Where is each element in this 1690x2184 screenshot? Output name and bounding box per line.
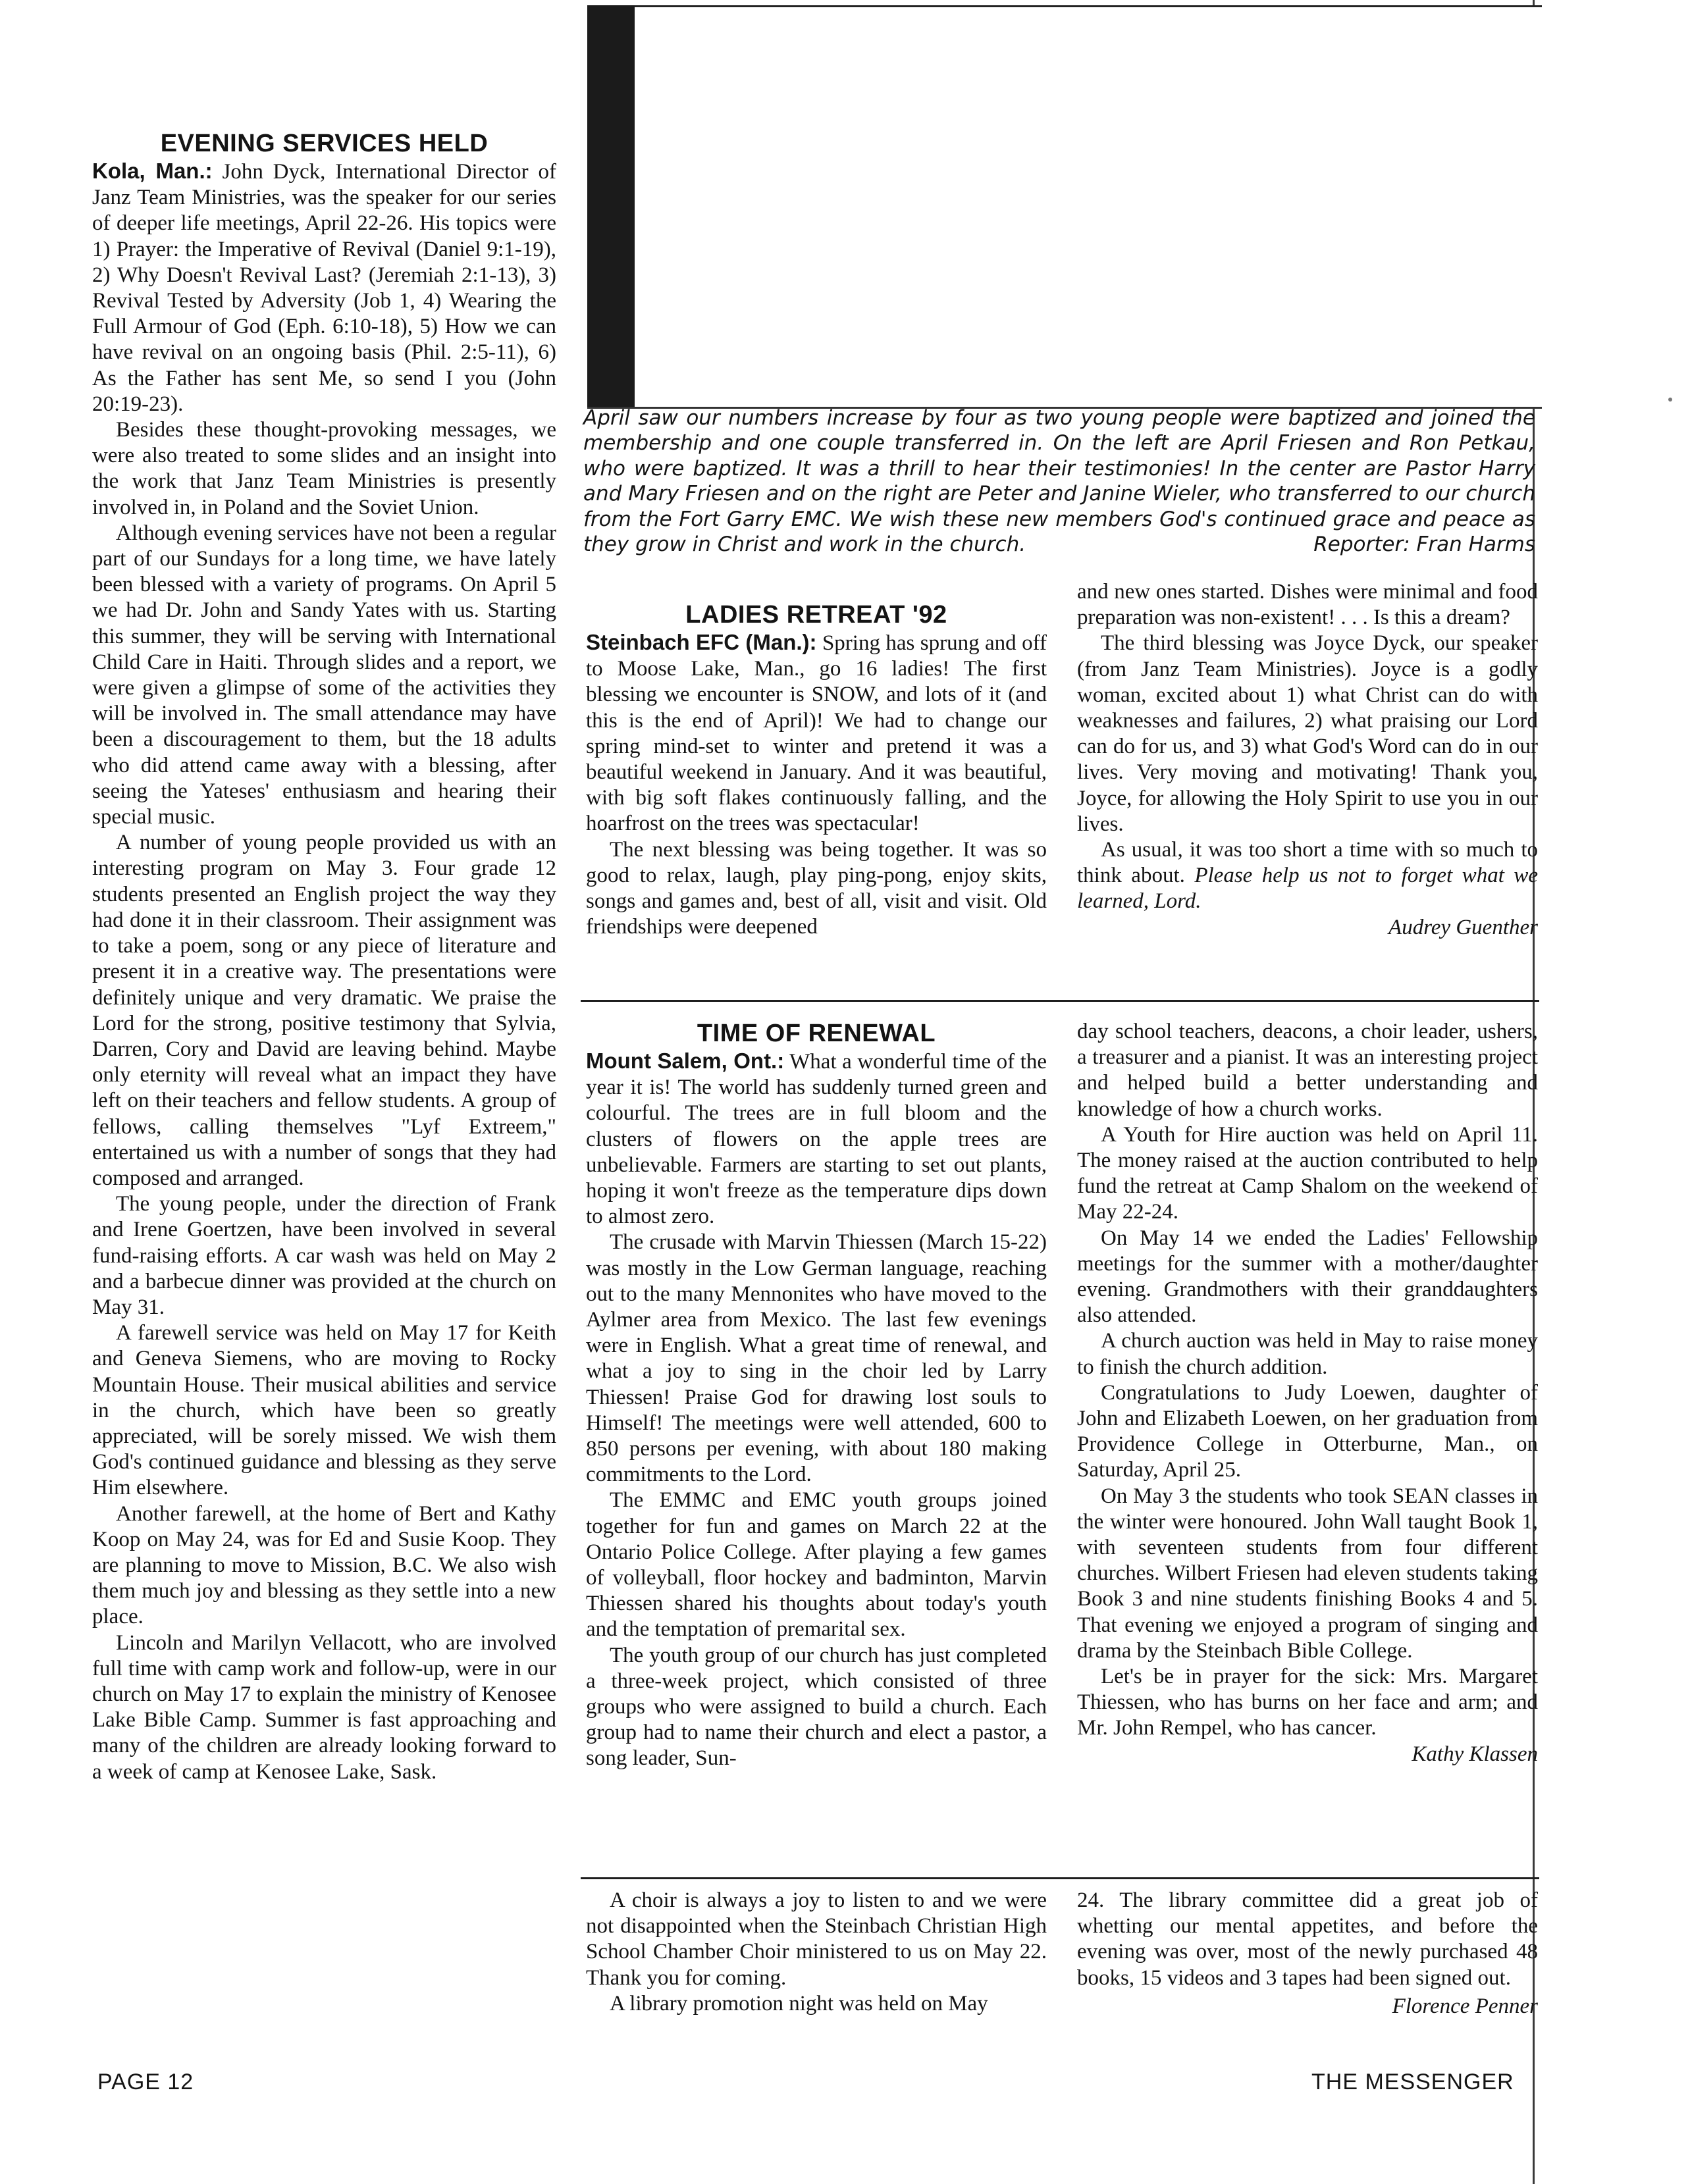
publication-name: THE MESSENGER: [1311, 2069, 1514, 2094]
paragraph: The youth group of our church has just completed a three-week project, which consisted of three groups who were assigned to build a church. Each group had to name their church and elect a pastor, a song leader, Sun-: [586, 1643, 1047, 1771]
dateline: Kola, Man.:: [92, 159, 213, 183]
paragraph: Another farewell, at the home of Bert and Kathy Koop on May 24, was for Ed and Susie Koop. They are planning to move to Mission, B.C. We also wish them much joy and blessing as they settle into a new place.: [92, 1501, 556, 1629]
article-evening-services: [92, 129, 556, 1785]
dateline: Mount Salem, Ont.:: [586, 1049, 785, 1073]
article-choir-continued: [1077, 1888, 1538, 2019]
photo-dark-edge: [587, 5, 635, 407]
paragraph: A farewell service was held on May 17 for Keith and Geneva Siemens, who are moving to Rocky Mountain House. Their musical abilities and service in the church, which have been so greatly appreciated, will be sorely missed. We wish them God's continued guidance and blessing as they serve Him elsewhere.: [92, 1321, 556, 1500]
photo-top-rule: [635, 5, 1542, 7]
paragraph: [1077, 837, 1538, 915]
headline-evening-services: EVENING SERVICES HELD: [160, 130, 489, 157]
photo: [587, 5, 1542, 409]
paragraph: The young people, under the direction of Frank and Irene Goertzen, have been involved in several fund-raising efforts. A car wash was held on May 2 and a barbecue dinner was provided at the church on May 31.: [92, 1192, 556, 1319]
section-divider: [581, 1877, 1539, 1879]
article-ladies-retreat: [586, 600, 1047, 940]
article-time-of-renewal: [586, 1019, 1047, 1772]
paragraph: Although evening services have not been a regular part of our Sundays for a long time, we have lately been blessed with a variety of programs. On April 5 we had Dr. John and Sandy Yates with us. Starting this summer, they will be serving with International Child Care in Haiti. Through slides and a report, we were given a glimpse of some of the activities they will be involved in. The small attendance may have been a discouragement to them, but the 18 adults who did attend came away with a blessing, after seeing the Yateses' enthusiasm and hearing their special music.: [92, 521, 556, 829]
paragraph: Congratulations to Judy Loewen, daughter of John and Elizabeth Loewen, on her graduation from Providence College in Otterburne, Man., on Saturday, April 25.: [1077, 1380, 1538, 1482]
article-time-of-renewal-continued: [1077, 1019, 1538, 1767]
paragraph: Lincoln and Marilyn Vellacott, who are involved full time with camp work and follow-up, were in our church on May 17 to explain the ministry of Kenosee Lake Bible Camp. Summer is fast approaching and many of the children are already looking forward to a week of camp at Kenosee Lake, Sask.: [92, 1630, 556, 1784]
caption-text: April saw our numbers increase by four as two young people were baptized and joined the membership and one couple transferred in. On the left are April Friesen and Ron Petkau, who were baptized. It was a thrill to hear their testimonies! In the center are Pastor Harry and Mary Friesen and on the right are Peter and Janine Wieler, who transferred to our church from the Fort Garry EMC. We wish these new members God's continued grace and peace as they grow in Christ and work in the church.: [583, 406, 1535, 557]
signature-florence-penner: Florence Penner: [1392, 1994, 1538, 2018]
paragraph: day school teachers, deacons, a choir leader, ushers, a treasurer and a pianist. It was an interesting project and helped build a better understanding and knowledge of how a church works.: [1077, 1020, 1538, 1121]
paragraph: 24. The library committee did a great job of whetting our mental appetites, and before the evening was over, most of the newly purchased 48 books, 15 videos and 3 tapes had been signed out.: [1077, 1888, 1538, 1990]
paragraph: and new ones started. Dishes were minimal and food preparation was non-existent! . . . Is this a dream?: [1077, 580, 1538, 630]
paragraph: The next blessing was being together. It was so good to relax, laugh, play ping-pong, enjoy skits, songs and games and, best of all, visit and visit. Old friendships were deepened: [586, 837, 1047, 939]
paragraph: The EMMC and EMC youth groups joined together for fun and games on March 22 at the Ontario Police College. After playing a few games of volleyball, floor hockey and badminton, Marvin Thiessen shared his thoughts about today's youth and the temptation of premarital sex.: [586, 1488, 1047, 1642]
paragraph: The crusade with Marvin Thiessen (March 15-22) was mostly in the Low German language, reaching out to the many Mennonites who have moved to the Aylmer area from Mexico. The last few evenings were in English. What a great time of renewal, and what a joy to sing in the choir led by Larry Thiessen! Praise God for drawing lost souls to Himself! The meetings were well attended, 600 to 850 persons per evening, with about 180 making commitments to the Lord.: [586, 1230, 1047, 1487]
paragraph: On May 3 the students who took SEAN classes in the winter were honoured. John Wall taught Book 1, with seventeen students from four different churches. Wilbert Friesen had eleven students taking Book 3 and nine students finishing Books 4 and 5. That evening we enjoyed a program of singing and drama by the Steinbach Bible College.: [1077, 1484, 1538, 1663]
headline-ladies-retreat: LADIES RETREAT '92: [685, 601, 947, 629]
paragraph: [586, 629, 1047, 837]
signature-audrey-guenther: Audrey Guenther: [1388, 915, 1538, 939]
paragraph: Besides these thought-provoking messages, we were also treated to some slides and an insight into the work that Janz Team Ministries is presently involved in, in Poland and the Soviet Union.: [92, 418, 556, 519]
paragraph: A Youth for Hire auction was held on April 11. The money raised at the auction contributed to help fund the retreat at Camp Shalom on the weekend of May 22-24.: [1077, 1122, 1538, 1224]
paragraph-text: Spring has sprung and off to Moose Lake, Man., go 16 ladies! The first blessing we encounter is SNOW, and lots of it (and this is the end of April)! We had to change our spring mind-set to winter and pretend it was a beautiful weekend in January. And it was beautiful, with big soft flakes continuously falling, and the hoarfrost on the trees was spectacular!: [586, 631, 1047, 836]
dateline: Steinbach EFC (Man.):: [586, 630, 817, 654]
scan-speck: [1668, 398, 1672, 402]
paragraph: Let's be in prayer for the sick: Mrs. Margaret Thiessen, who has burns on her face and arm; and Mr. John Rempel, who has cancer.: [1077, 1665, 1538, 1740]
photo-caption: [583, 405, 1535, 557]
page-number: PAGE 12: [97, 2069, 194, 2094]
article-choir: [586, 1888, 1047, 2017]
article-ladies-retreat-continued: [1077, 579, 1538, 941]
paragraph-text: What a wonderful time of the year it is! The world has suddenly turned green and colourful. The trees are in full bloom and the clusters of flowers on the apple trees are unbelievable. Farmers are starting to set out plants, hoping it won't freeze as the temperature dips down to almost zero.: [586, 1050, 1047, 1229]
paragraph: A library promotion night was held on May: [610, 1991, 988, 2015]
paragraph: The third blessing was Joyce Dyck, our speaker (from Janz Team Ministries). Joyce is a godly woman, excited about 1) what Christ can do with weaknesses and failures, 2) what praising our Lord can do for us, and 3) what God's Word can do in our lives. Very moving and motivating! Thank you, Joyce, for allowing the Holy Spirit to use you in our lives.: [1077, 631, 1538, 836]
signature-kathy-klassen: Kathy Klassen: [1412, 1742, 1538, 1766]
paragraph-text: John Dyck, International Director of Janz Team Ministries, was the speaker for our series of deeper life meetings, April 22-26. His topics were 1) Prayer: the Imperative of Revival (Daniel 9:1-19), 2) Why Doesn't Revival Last? (Jeremiah 2:1-13), 3) Revival Tested by Adversity (Job 1, 4) Wearing the Full Armour of God (Eph. 6:10-18), 5) How we can have revival on an ongoing basis (Phil. 2:5-11), 6) As the Father has sent Me, so send I you (John 20:19-23).: [92, 160, 556, 416]
paragraph: On May 14 we ended the Ladies' Fellowship meetings for the summer with a mother/daughter evening. Grandmothers with their granddaughters also attended.: [1077, 1226, 1538, 1328]
paragraph-italic: Please help us not to forget what we learned, Lord.: [1077, 864, 1538, 914]
paragraph: A church auction was held in May to raise money to finish the church addition.: [1077, 1329, 1538, 1379]
caption-reporter: Reporter: Fran Harms: [1313, 533, 1535, 557]
paragraph: A number of young people provided us with an interesting program on May 3. Four grade 12 students presented an English project the way they had done it in their classroom. Their assignment was to take a poem, song or any piece of literature and present it in a creative way. The presentations were definitely unique and very dramatic. We praise the Lord for the strong, positive testimony that Sylvia, Darren, Cory and David are leaving behind. Maybe only eternity will reveal what an impact they have left on their teachers and fellow students. A group of fellows, calling themselves "Lyf Extreem," entertained us with a number of songs that they had composed and arranged.: [92, 831, 556, 1190]
section-divider: [581, 1000, 1539, 1002]
paragraph: A choir is always a joy to listen to and we were not disappointed when the Steinbach Christian High School Chamber Choir ministered to us on May 22. Thank you for coming.: [586, 1888, 1047, 1990]
headline-time-of-renewal: TIME OF RENEWAL: [697, 1020, 936, 1047]
paragraph: [586, 1048, 1047, 1230]
paragraph-text: As usual, it was too short a time with so much to think about.: [1077, 838, 1538, 888]
paragraph: [92, 158, 556, 417]
